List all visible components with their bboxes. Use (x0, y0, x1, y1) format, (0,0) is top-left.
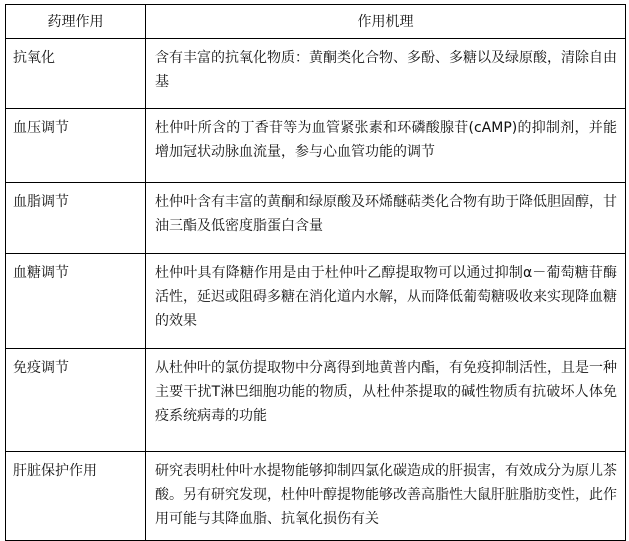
cell-property: 免疫调节 (6, 349, 146, 452)
table-row (6, 254, 626, 349)
table-row (6, 452, 626, 541)
cell-property: 血脂调节 (6, 183, 146, 254)
table-row (6, 349, 626, 452)
cell-property: 肝脏保护作用 (6, 452, 146, 541)
pharmacology-table-container (5, 4, 625, 541)
cell-mechanism: 含有丰富的抗氧化物质：黄酮类化合物、多酚、多糖以及绿原酸，清除自由基 (146, 39, 626, 109)
table-header-row (6, 5, 626, 39)
cell-property: 血压调节 (6, 109, 146, 183)
cell-mechanism: 杜仲叶所含的丁香苷等为血管紧张素和环磷酸腺苷(cAMP)的抑制剂，并能增加冠状动脉血流量，参与心血管功能的调节 (146, 109, 626, 183)
cell-mechanism: 从杜仲叶的氯仿提取物中分离得到地黄普内酯，有免疫抑制活性，且是一种主要干扰T淋巴细胞功能的物质，从杜仲茶提取的碱性物质有抗破坏人体免疫系统病毒的功能 (146, 349, 626, 452)
header-mechanism: 作用机理 (146, 5, 626, 39)
header-property: 药理作用 (6, 5, 146, 39)
cell-property: 抗氧化 (6, 39, 146, 109)
table-row (6, 109, 626, 183)
cell-mechanism: 研究表明杜仲叶水提物能够抑制四氯化碳造成的肝损害，有效成分为原儿茶酸。另有研究发现，杜仲叶醇提物能够改善高脂性大鼠肝脏脂肪变性，此作用可能与其降血脂、抗氧化损伤有关 (146, 452, 626, 541)
cell-mechanism: 杜仲叶具有降糖作用是由于杜仲叶乙醇提取物可以通过抑制α－葡萄糖苷酶活性，延迟或阻碍多糖在消化道内水解，从而降低葡萄糖吸收来实现降血糖的效果 (146, 254, 626, 349)
table-row (6, 39, 626, 109)
cell-property: 血糖调节 (6, 254, 146, 349)
pharmacology-table (5, 4, 626, 541)
cell-mechanism: 杜仲叶含有丰富的黄酮和绿原酸及环烯醚萜类化合物有助于降低胆固醇，甘油三酯及低密度脂蛋白含量 (146, 183, 626, 254)
table-row (6, 183, 626, 254)
